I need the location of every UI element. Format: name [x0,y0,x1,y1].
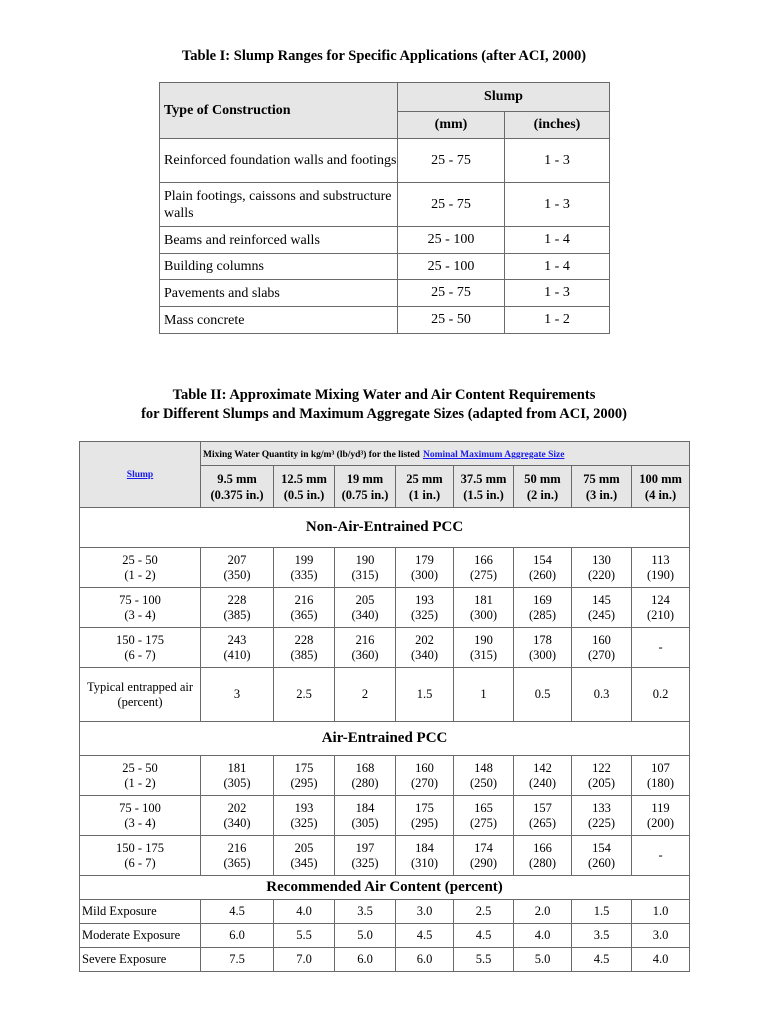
water-quantity [454,796,514,836]
table-row [80,948,690,972]
slump-inches: 1 - 3 [505,280,610,307]
aggregate-size-in: (1.5 in.) [463,487,504,502]
aggregate-size-in: (0.5 in.) [283,487,325,502]
water-lb: (325) [410,607,439,622]
table-row [160,254,610,280]
water-kg: 193 [415,592,434,607]
slump-value [80,548,201,588]
slump-inches: 1 - 2 [505,307,610,334]
water-kg: 119 [651,800,670,815]
entrapped-air-label-line2: (percent) [117,694,163,709]
water-kg: 193 [294,800,314,815]
slump-in: (3 - 4) [124,815,156,830]
water-quantity [274,836,335,876]
entrapped-air-value: 0.3 [572,668,632,722]
water-kg: 190 [355,552,375,567]
water-kg: 169 [533,592,552,607]
water-lb: (280) [528,855,557,870]
aggregate-size-header [514,466,572,508]
water-quantity [514,548,572,588]
air-content-value: 6.0 [335,948,396,972]
entrapped-air-row [80,668,690,722]
table-row [80,628,690,668]
inches-header: (inches) [505,112,610,139]
water-quantity [632,836,690,876]
water-kg: 216 [355,632,375,647]
water-quantity [514,796,572,836]
water-lb: (275) [469,815,498,830]
water-lb: (260) [528,567,557,582]
slump-inches: 1 - 3 [505,139,610,183]
water-kg: 199 [294,552,314,567]
water-kg: - [658,640,663,654]
water-quantity [201,588,274,628]
aggregate-size-header [632,466,690,508]
air-content-value: 4.0 [632,948,690,972]
water-quantity [274,588,335,628]
slump-in: (6 - 7) [124,855,156,870]
water-lb: (345) [290,855,318,870]
entrapped-air-value: 0.2 [632,668,690,722]
slump-mm: 25 - 50 [122,760,158,775]
water-lb: (335) [290,567,318,582]
slump-mm: 25 - 75 [398,280,505,307]
water-lb: (340) [410,647,439,662]
water-lb: (275) [469,567,498,582]
slump-inches: 1 - 4 [505,254,610,280]
water-lb: (295) [290,775,318,790]
air-content-value: 2.5 [454,900,514,924]
water-quantity [514,588,572,628]
exposure-label: Mild Exposure [80,900,201,924]
water-kg: 165 [474,800,493,815]
slump-mm: 75 - 100 [119,800,161,815]
table-row [80,924,690,948]
entrapped-air-label [80,668,201,722]
air-content-value: 4.5 [454,924,514,948]
air-content-value: 1.0 [632,900,690,924]
slump-ranges-table [159,82,610,334]
water-lb: (340) [223,815,251,830]
nominal-max-aggregate-link[interactable]: Nominal Maximum Aggregate Size [422,450,565,460]
entrapped-air-value: 3 [201,668,274,722]
slump-in: (1 - 2) [124,567,156,582]
water-lb: (365) [223,855,251,870]
water-quantity [632,756,690,796]
water-quantity [396,628,454,668]
water-kg: 205 [294,840,314,855]
entrapped-air-value: 2.5 [274,668,335,722]
aggregate-size-header [454,466,514,508]
air-content-value: 3.5 [572,924,632,948]
mm-header: (mm) [398,112,505,139]
slump-link[interactable]: Slump [126,470,154,480]
water-kg: 175 [294,760,314,775]
construction-type: Building columns [160,254,398,280]
air-content-value: 7.5 [201,948,274,972]
water-quantity [514,756,572,796]
water-quantity [514,628,572,668]
water-kg: 148 [474,760,493,775]
slump-value [80,796,201,836]
water-lb: (200) [647,815,675,830]
table-row [160,139,610,183]
table1-caption: Table I: Slump Ranges for Specific Applications (after ACI, 2000) [181,48,587,64]
water-quantity [201,836,274,876]
water-kg: 175 [415,800,434,815]
air-content-value: 1.5 [572,900,632,924]
air-content-value: 3.0 [396,900,454,924]
slump-mm: 25 - 50 [122,552,158,567]
water-quantity [274,548,335,588]
water-quantity [454,548,514,588]
air-content-value: 3.5 [335,900,396,924]
water-kg: 181 [227,760,247,775]
water-quantity [335,548,396,588]
slump-value [80,756,201,796]
water-kg: 113 [651,552,670,567]
air-content-value: 4.5 [201,900,274,924]
air-content-value: 4.0 [514,924,572,948]
water-quantity [201,756,274,796]
water-quantity [572,548,632,588]
water-quantity [632,796,690,836]
air-content-value: 4.0 [274,900,335,924]
water-quantity [201,548,274,588]
slump-column-header [80,442,201,508]
water-lb: (190) [647,567,675,582]
table-row [80,548,690,588]
construction-type: Pavements and slabs [160,280,398,307]
water-quantity [274,756,335,796]
slump-mm: 25 - 100 [398,254,505,280]
recommended-air-content-section: Recommended Air Content (percent) [80,876,690,900]
entrapped-air-value: 0.5 [514,668,572,722]
water-kg: 181 [474,592,493,607]
water-kg: 130 [592,552,611,567]
aggregate-size-in: (0.375 in.) [210,487,264,502]
water-lb: (260) [587,855,616,870]
water-quantity [201,796,274,836]
table-row [160,227,610,254]
water-kg: 166 [474,552,493,567]
water-quantity [335,756,396,796]
entrapped-air-value: 1 [454,668,514,722]
aggregate-size-mm: 75 mm [583,471,620,486]
water-kg: 154 [592,840,611,855]
water-quantity [396,756,454,796]
water-kg: 197 [355,840,375,855]
water-kg: 190 [474,632,493,647]
slump-mm: 25 - 75 [398,139,505,183]
water-quantity [335,588,396,628]
aggregate-size-in: (4 in.) [644,487,677,502]
water-quantity [454,628,514,668]
air-content-value: 2.0 [514,900,572,924]
slump-value [80,836,201,876]
aggregate-size-header [274,466,335,508]
water-lb: (290) [469,855,498,870]
table-row [80,900,690,924]
aggregate-size-in: (3 in.) [585,487,618,502]
water-quantity [274,796,335,836]
water-lb: (310) [410,855,439,870]
air-entrained-section: Air-Entrained PCC [80,722,690,756]
water-quantity [572,796,632,836]
water-lb: (270) [587,647,616,662]
water-lb: (340) [351,607,379,622]
water-kg: 216 [227,840,247,855]
water-quantity [514,836,572,876]
exposure-label: Moderate Exposure [80,924,201,948]
water-lb: (280) [351,775,379,790]
water-lb: (300) [528,647,557,662]
mixing-water-header [201,442,690,466]
water-quantity [396,548,454,588]
water-quantity [572,588,632,628]
aggregate-size-mm: 25 mm [406,471,443,486]
table-row [160,280,610,307]
water-lb: (365) [290,607,318,622]
air-content-value: 5.0 [514,948,572,972]
air-content-value: 5.5 [274,924,335,948]
water-lb: (265) [528,815,557,830]
water-kg: 160 [415,760,434,775]
entrapped-air-value: 2 [335,668,396,722]
slump-mm: 25 - 100 [398,227,505,254]
table2-caption-line1: Table II: Approximate Mixing Water and Air Content Requirements [172,387,596,403]
water-kg: 174 [474,840,493,855]
air-content-value: 4.5 [396,924,454,948]
water-lb: (180) [647,775,675,790]
table-row [80,756,690,796]
aggregate-size-mm: 12.5 mm [281,471,327,486]
table2-caption-line2: for Different Slumps and Maximum Aggregate Sizes (adapted from ACI, 2000) [141,406,627,422]
water-lb: (385) [223,607,251,622]
water-kg: 179 [415,552,434,567]
air-content-value: 5.5 [454,948,514,972]
water-quantity [335,836,396,876]
non-air-entrained-section: Non-Air-Entrained PCC [80,508,690,548]
air-content-value: 6.0 [396,948,454,972]
slump-header: Slump [398,83,610,112]
water-lb: (300) [469,607,498,622]
water-kg: 107 [651,760,670,775]
slump-mm: 150 - 175 [116,840,164,855]
water-lb: (315) [351,567,379,582]
water-quantity [632,548,690,588]
water-quantity [396,836,454,876]
aggregate-size-header [396,466,454,508]
air-content-value: 4.5 [572,948,632,972]
construction-type: Mass concrete [160,307,398,334]
water-kg: 202 [227,800,247,815]
slump-in: (6 - 7) [124,647,156,662]
water-kg: 157 [533,800,552,815]
water-kg: 243 [227,632,247,647]
slump-inches: 1 - 3 [505,183,610,227]
water-lb: (225) [587,815,616,830]
water-kg: 184 [415,840,434,855]
water-quantity [454,588,514,628]
air-content-value: 7.0 [274,948,335,972]
water-kg: 145 [592,592,611,607]
aggregate-size-mm: 19 mm [346,471,384,486]
water-lb: (240) [528,775,557,790]
water-quantity [632,628,690,668]
water-kg: 124 [651,592,670,607]
water-quantity [396,588,454,628]
water-kg: 133 [592,800,611,815]
water-quantity [274,628,335,668]
water-lb: (300) [410,567,439,582]
water-quantity [454,836,514,876]
water-quantity [572,756,632,796]
table-row [160,183,610,227]
mixing-water-table [79,441,690,972]
water-lb: (305) [223,775,251,790]
water-lb: (385) [290,647,318,662]
air-content-value: 6.0 [201,924,274,948]
water-kg: 168 [355,760,375,775]
slump-value [80,588,201,628]
slump-in: (3 - 4) [124,607,156,622]
exposure-label: Severe Exposure [80,948,201,972]
slump-value [80,628,201,668]
water-kg: 228 [227,592,247,607]
aggregate-size-in: (0.75 in.) [341,487,389,502]
water-lb: (205) [587,775,616,790]
construction-type: Reinforced foundation walls and footings [160,139,398,183]
aggregate-size-header [335,466,396,508]
slump-mm: 25 - 50 [398,307,505,334]
water-kg: 216 [294,592,314,607]
aggregate-size-mm: 100 mm [639,471,682,486]
water-lb: (325) [351,855,379,870]
water-quantity [335,796,396,836]
water-kg: 160 [592,632,611,647]
entrapped-air-value: 1.5 [396,668,454,722]
air-content-value: 3.0 [632,924,690,948]
water-kg: 228 [294,632,314,647]
construction-type: Plain footings, caissons and substructure walls [160,183,398,227]
water-kg: 202 [415,632,434,647]
water-kg: 154 [533,552,552,567]
water-quantity [572,836,632,876]
aggregate-size-in: (1 in.) [408,487,441,502]
water-quantity [572,628,632,668]
water-quantity [201,628,274,668]
water-lb: (305) [351,815,379,830]
water-quantity [632,588,690,628]
water-lb: (270) [410,775,439,790]
water-lb: (350) [223,567,251,582]
aggregate-size-in: (2 in.) [526,487,559,502]
slump-inches: 1 - 4 [505,227,610,254]
type-of-construction-header: Type of Construction [160,83,398,139]
water-lb: (410) [223,647,251,662]
table-row [80,836,690,876]
table-row [160,307,610,334]
water-kg: 122 [592,760,611,775]
water-kg: 142 [533,760,552,775]
water-kg: - [658,848,663,862]
water-lb: (325) [290,815,318,830]
mixing-water-label: Mixing Water Quantity in kg/m³ (lb/yd³) for the listed [203,450,420,460]
water-quantity [454,756,514,796]
water-lb: (210) [647,607,675,622]
aggregate-size-mm: 37.5 mm [460,471,507,486]
table-row [80,588,690,628]
aggregate-size-header [572,466,632,508]
slump-mm: 25 - 75 [398,183,505,227]
slump-mm: 150 - 175 [116,632,164,647]
aggregate-size-mm: 9.5 mm [217,471,257,486]
water-lb: (285) [528,607,557,622]
water-lb: (250) [469,775,498,790]
aggregate-size-header [201,466,274,508]
water-kg: 166 [533,840,552,855]
water-lb: (360) [351,647,379,662]
air-content-value: 5.0 [335,924,396,948]
water-kg: 207 [227,552,247,567]
entrapped-air-label-line1: Typical entrapped air [86,679,194,694]
water-quantity [396,796,454,836]
aggregate-size-mm: 50 mm [524,471,561,486]
water-lb: (295) [410,815,439,830]
construction-type: Beams and reinforced walls [160,227,398,254]
water-kg: 178 [533,632,552,647]
water-lb: (245) [587,607,616,622]
water-kg: 184 [355,800,375,815]
water-lb: (315) [469,647,498,662]
water-quantity [335,628,396,668]
water-kg: 205 [355,592,375,607]
water-lb: (220) [587,567,616,582]
slump-mm: 75 - 100 [119,592,161,607]
table-row [80,796,690,836]
slump-in: (1 - 2) [124,775,156,790]
